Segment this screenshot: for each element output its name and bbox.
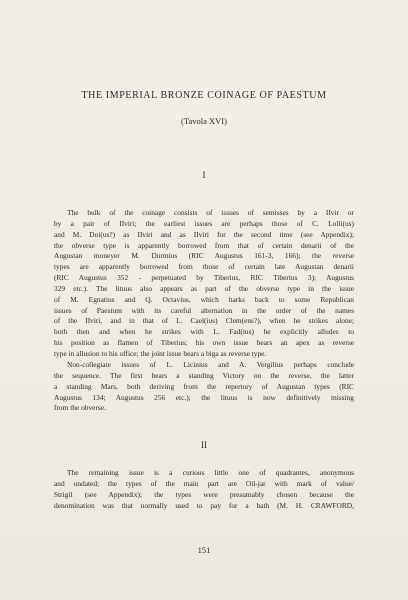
- text-line: The bulk of the coinage consists of issues of semisses by a IIvir or: [67, 208, 354, 217]
- text-line: issues of Paestum with its careful alternation in the order of the names: [54, 305, 354, 315]
- text-line: of the IIviri, and in that of L. Cael(ius) Clem(ens?), when he strikes alone;: [54, 316, 354, 326]
- text-line: type in allusion to his office; the joint issue bears a biga as reverse type.: [54, 348, 267, 358]
- text-line: types are apparently borrowed from those of certain late Augustan denarii: [54, 262, 354, 272]
- paragraph-1: [54, 208, 354, 360]
- section-numeral-1: I: [202, 170, 206, 180]
- text-line: Augustan moneyer M. Durmius (RIC Augustus 161-3, 166); the reverse: [54, 251, 354, 261]
- text-line: and M. Doi(us?) as IIviri and as IIviri for the second time (see Appendix);: [54, 229, 354, 239]
- text-line: (RIC Augustus 352 - perpetuated by Tiberius, RIC Tiberius 3); Augustus: [54, 273, 354, 283]
- text-line: from the obverse.: [54, 403, 106, 413]
- text-line: of M. Egnatius and Q. Octavius, which harks back to some Republican: [54, 294, 354, 304]
- text-line: both then and when he strikes with L. Fad(ius) he explicitly alludes to: [54, 327, 354, 337]
- text-line: The remaining issue is a curious little one of quadrantes, anonymous: [67, 468, 354, 477]
- text-line: the obverse type is apparently borrowed from that of certain denarii of the: [54, 240, 354, 250]
- text-line: Non-collegiate issues of L. Licinius and A. Vergilius perhaps conclude: [67, 360, 354, 369]
- text-line: a standing Mars, both deriving from the repertory of Augustan types (RIC: [54, 381, 354, 391]
- section-numeral-2: II: [201, 440, 207, 450]
- text-line: denomination was that normally used to pay for a bath (M. H. CRAWFORD,: [54, 500, 354, 510]
- text-line: and undated; the types of the main part are Oil-jar with mark of value/: [54, 478, 354, 488]
- paragraph-2: [54, 360, 354, 414]
- text-line: Augustus 134; Augustus 256 etc.); the lituus is now definitively missing: [54, 392, 354, 402]
- text-line: by a pair of IIviri; the earliest issues are perhaps those of C. Lolli(us): [54, 218, 354, 228]
- text-line: Strigil (see Appendix); the types were presumably chosen because the: [54, 489, 354, 499]
- paragraph-3: [54, 468, 354, 511]
- text-line: the sequence. The first bears a standing Victory on the reverse, the latter: [54, 370, 354, 380]
- article-subtitle: (Tavola XVI): [181, 116, 227, 126]
- article-title: THE IMPERIAL BRONZE COINAGE OF PAESTUM: [81, 90, 327, 101]
- text-line: 329 etc.). The lituus also appears as part of the obverse type in the issue: [54, 283, 354, 293]
- page-number: 151: [197, 545, 211, 555]
- text-line: his position as flamen of Tiberius; his own issue bears an apex as reverse: [54, 338, 354, 348]
